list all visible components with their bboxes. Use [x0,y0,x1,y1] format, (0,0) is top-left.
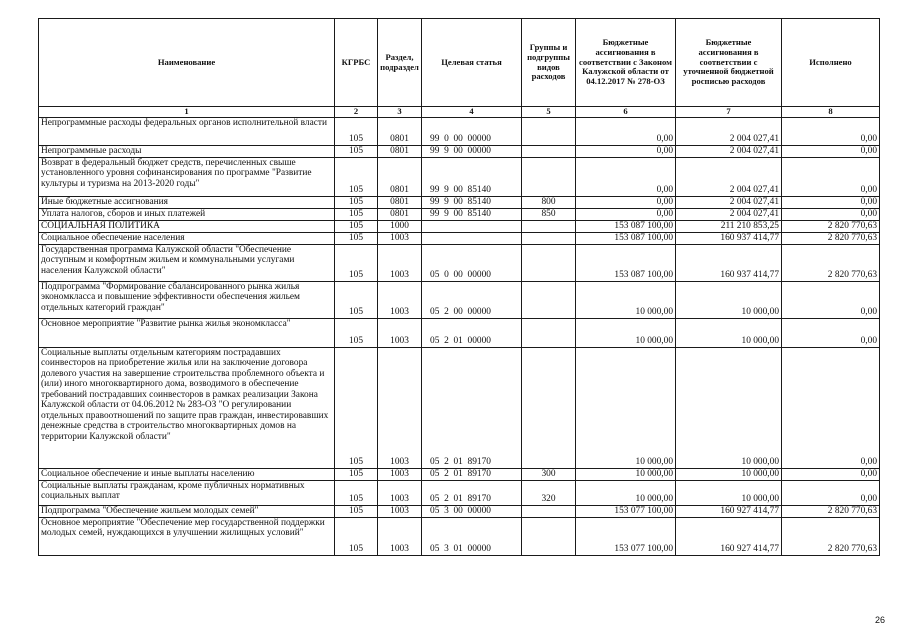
budget-table [38,18,880,556]
cell-executed-amount: 0,00 [782,468,880,480]
cell-kgrbs: 105 [335,480,378,505]
cell-plan-amount: 211 210 853,25 [676,220,782,232]
cell-executed-amount: 2 820 770,63 [782,220,880,232]
cell-kgrbs: 105 [335,517,378,555]
cell-group [522,517,576,555]
cell-section: 0801 [378,196,422,208]
cell-kgrbs: 105 [335,505,378,517]
cell-plan-amount: 160 937 414,77 [676,232,782,244]
cell-law-amount: 10 000,00 [576,347,676,468]
cell-section: 1003 [378,468,422,480]
cell-executed-amount: 2 820 770,63 [782,505,880,517]
cell-law-amount: 0,00 [576,157,676,196]
cell-name: Государственная программа Калужской области "Обеспечение доступным и комфортным жильем и коммунальными услугами населения Калужской области" [39,244,335,281]
cell-plan-amount: 10 000,00 [676,281,782,318]
cell-plan-amount: 160 927 414,77 [676,517,782,555]
cell-plan-amount: 10 000,00 [676,318,782,347]
table-row [39,244,880,281]
page-number: 26 [874,615,885,625]
cell-target: 05 3 00 00000 [422,505,522,517]
cell-law-amount: 153 087 100,00 [576,220,676,232]
column-number: 1 [39,107,335,118]
table-row [39,505,880,517]
table-row [39,157,880,196]
cell-group: 850 [522,208,576,220]
cell-law-amount: 0,00 [576,196,676,208]
cell-name: Социальное обеспечение населения [39,232,335,244]
cell-name: Основное мероприятие "Обеспечение мер государственной поддержки молодых семей, нуждающихся в улучшении жилищных условий" [39,517,335,555]
header-group: Группы и подгруппы видов расходов [522,19,576,107]
header-executed: Исполнено [782,19,880,107]
cell-target: 99 9 00 85140 [422,157,522,196]
column-number: 4 [422,107,522,118]
cell-executed-amount: 0,00 [782,318,880,347]
cell-executed-amount: 0,00 [782,117,880,145]
table-row [39,347,880,468]
cell-name: Возврат в федеральный бюджет средств, перечисленных свыше установленного уровня софинансирования по программе "Развитие культуры и туризма на 2013-2020 годы" [39,157,335,196]
cell-name: Иные бюджетные ассигнования [39,196,335,208]
table-row [39,232,880,244]
cell-target: 05 2 01 00000 [422,318,522,347]
header-plan-allocation: Бюджетные ассигнования в соответствии с уточненной бюджетной росписью расходов [676,19,782,107]
column-number: 6 [576,107,676,118]
cell-section: 1003 [378,505,422,517]
cell-kgrbs: 105 [335,318,378,347]
cell-kgrbs: 105 [335,468,378,480]
cell-group [522,145,576,157]
cell-name: Социальные выплаты гражданам, кроме публичных нормативных социальных выплат [39,480,335,505]
cell-section: 0801 [378,145,422,157]
cell-kgrbs: 105 [335,117,378,145]
cell-name: Непрограммные расходы [39,145,335,157]
cell-plan-amount: 2 004 027,41 [676,145,782,157]
cell-name: СОЦИАЛЬНАЯ ПОЛИТИКА [39,220,335,232]
header-kgrbs: КГРБС [335,19,378,107]
cell-executed-amount: 0,00 [782,196,880,208]
cell-name: Непрограммные расходы федеральных органов исполнительной власти [39,117,335,145]
cell-law-amount: 153 087 100,00 [576,244,676,281]
cell-group [522,244,576,281]
cell-name: Уплата налогов, сборов и иных платежей [39,208,335,220]
cell-law-amount: 0,00 [576,145,676,157]
cell-group [522,318,576,347]
cell-plan-amount: 2 004 027,41 [676,157,782,196]
cell-section: 1000 [378,220,422,232]
cell-group: 320 [522,480,576,505]
cell-target: 99 9 00 00000 [422,145,522,157]
cell-group [522,281,576,318]
cell-group [522,117,576,145]
table-row [39,318,880,347]
header-target: Целевая статья [422,19,522,107]
cell-kgrbs: 105 [335,196,378,208]
cell-law-amount: 153 077 100,00 [576,517,676,555]
cell-section: 1003 [378,480,422,505]
table-row [39,145,880,157]
cell-plan-amount: 10 000,00 [676,480,782,505]
cell-name: Подпрограмма "Формирование сбалансированного рынка жилья экономкласса и повышение эффективности обеспечения жильем отдельных категорий граждан" [39,281,335,318]
cell-kgrbs: 105 [335,220,378,232]
cell-target: 99 9 00 85140 [422,208,522,220]
cell-executed-amount: 2 820 770,63 [782,517,880,555]
cell-target: 05 2 01 89170 [422,468,522,480]
table-row [39,208,880,220]
cell-plan-amount: 2 004 027,41 [676,196,782,208]
cell-plan-amount: 10 000,00 [676,468,782,480]
cell-kgrbs: 105 [335,347,378,468]
table-row [39,220,880,232]
cell-law-amount: 153 077 100,00 [576,505,676,517]
cell-target [422,232,522,244]
table-row [39,281,880,318]
cell-group [522,157,576,196]
cell-section: 1003 [378,232,422,244]
header-name: Наименование [39,19,335,107]
cell-plan-amount: 160 937 414,77 [676,244,782,281]
cell-target: 05 3 01 00000 [422,517,522,555]
cell-name: Основное мероприятие "Развитие рынка жилья экономкласса" [39,318,335,347]
column-number: 7 [676,107,782,118]
cell-section: 1003 [378,517,422,555]
cell-group [522,220,576,232]
cell-section: 0801 [378,208,422,220]
cell-law-amount: 153 087 100,00 [576,232,676,244]
cell-plan-amount: 160 927 414,77 [676,505,782,517]
cell-law-amount: 10 000,00 [576,480,676,505]
cell-executed-amount: 2 820 770,63 [782,232,880,244]
cell-section: 0801 [378,157,422,196]
cell-kgrbs: 105 [335,281,378,318]
cell-target: 05 0 00 00000 [422,244,522,281]
cell-section: 1003 [378,318,422,347]
cell-executed-amount: 0,00 [782,208,880,220]
cell-executed-amount: 2 820 770,63 [782,244,880,281]
cell-law-amount: 10 000,00 [576,468,676,480]
cell-group [522,505,576,517]
cell-law-amount: 0,00 [576,117,676,145]
cell-kgrbs: 105 [335,145,378,157]
cell-group: 300 [522,468,576,480]
cell-section: 0801 [378,117,422,145]
column-numbers-row [39,107,880,118]
cell-name: Социальные выплаты отдельным категориям пострадавших соинвесторов на приобретение жилья или на заключение договора долевого участия на завершение строительства проблемного объекта и (или) иного многоквартирного дома, возводимого в обеспечение требований пострадавших соинвесторов в рамках реализации Закона Калужской области от 04.06.2012 № 283-ОЗ "О регулировании отдельных правоотношений по защите прав граждан, инвестировавших денежные средства в строительство многоквартирных домов на территории Калужской области" [39,347,335,468]
table-row [39,117,880,145]
cell-target: 99 9 00 85140 [422,196,522,208]
cell-section: 1003 [378,347,422,468]
table-row [39,517,880,555]
cell-executed-amount: 0,00 [782,145,880,157]
cell-law-amount: 0,00 [576,208,676,220]
table-row [39,468,880,480]
cell-kgrbs: 105 [335,157,378,196]
table-row [39,480,880,505]
cell-name: Подпрограмма "Обеспечение жильем молодых семей" [39,505,335,517]
cell-kgrbs: 105 [335,208,378,220]
cell-law-amount: 10 000,00 [576,281,676,318]
cell-kgrbs: 105 [335,232,378,244]
cell-section: 1003 [378,244,422,281]
cell-executed-amount: 0,00 [782,347,880,468]
cell-target: 05 2 01 89170 [422,347,522,468]
cell-target: 05 2 01 89170 [422,480,522,505]
cell-kgrbs: 105 [335,244,378,281]
cell-group [522,347,576,468]
cell-group: 800 [522,196,576,208]
cell-executed-amount: 0,00 [782,480,880,505]
cell-executed-amount: 0,00 [782,281,880,318]
column-number: 5 [522,107,576,118]
cell-name: Социальное обеспечение и иные выплаты населению [39,468,335,480]
cell-plan-amount: 10 000,00 [676,347,782,468]
cell-law-amount: 10 000,00 [576,318,676,347]
cell-group [522,232,576,244]
table-row [39,196,880,208]
cell-section: 1003 [378,281,422,318]
cell-target [422,220,522,232]
cell-target: 05 2 00 00000 [422,281,522,318]
header-law-allocation: Бюджетные ассигнования в соответствии с Законом Калужской области от 04.12.2017 № 278-ОЗ [576,19,676,107]
cell-target: 99 0 00 00000 [422,117,522,145]
header-section: Раздел, подраздел [378,19,422,107]
column-number: 3 [378,107,422,118]
cell-plan-amount: 2 004 027,41 [676,208,782,220]
cell-plan-amount: 2 004 027,41 [676,117,782,145]
column-number: 8 [782,107,880,118]
cell-executed-amount: 0,00 [782,157,880,196]
column-number: 2 [335,107,378,118]
